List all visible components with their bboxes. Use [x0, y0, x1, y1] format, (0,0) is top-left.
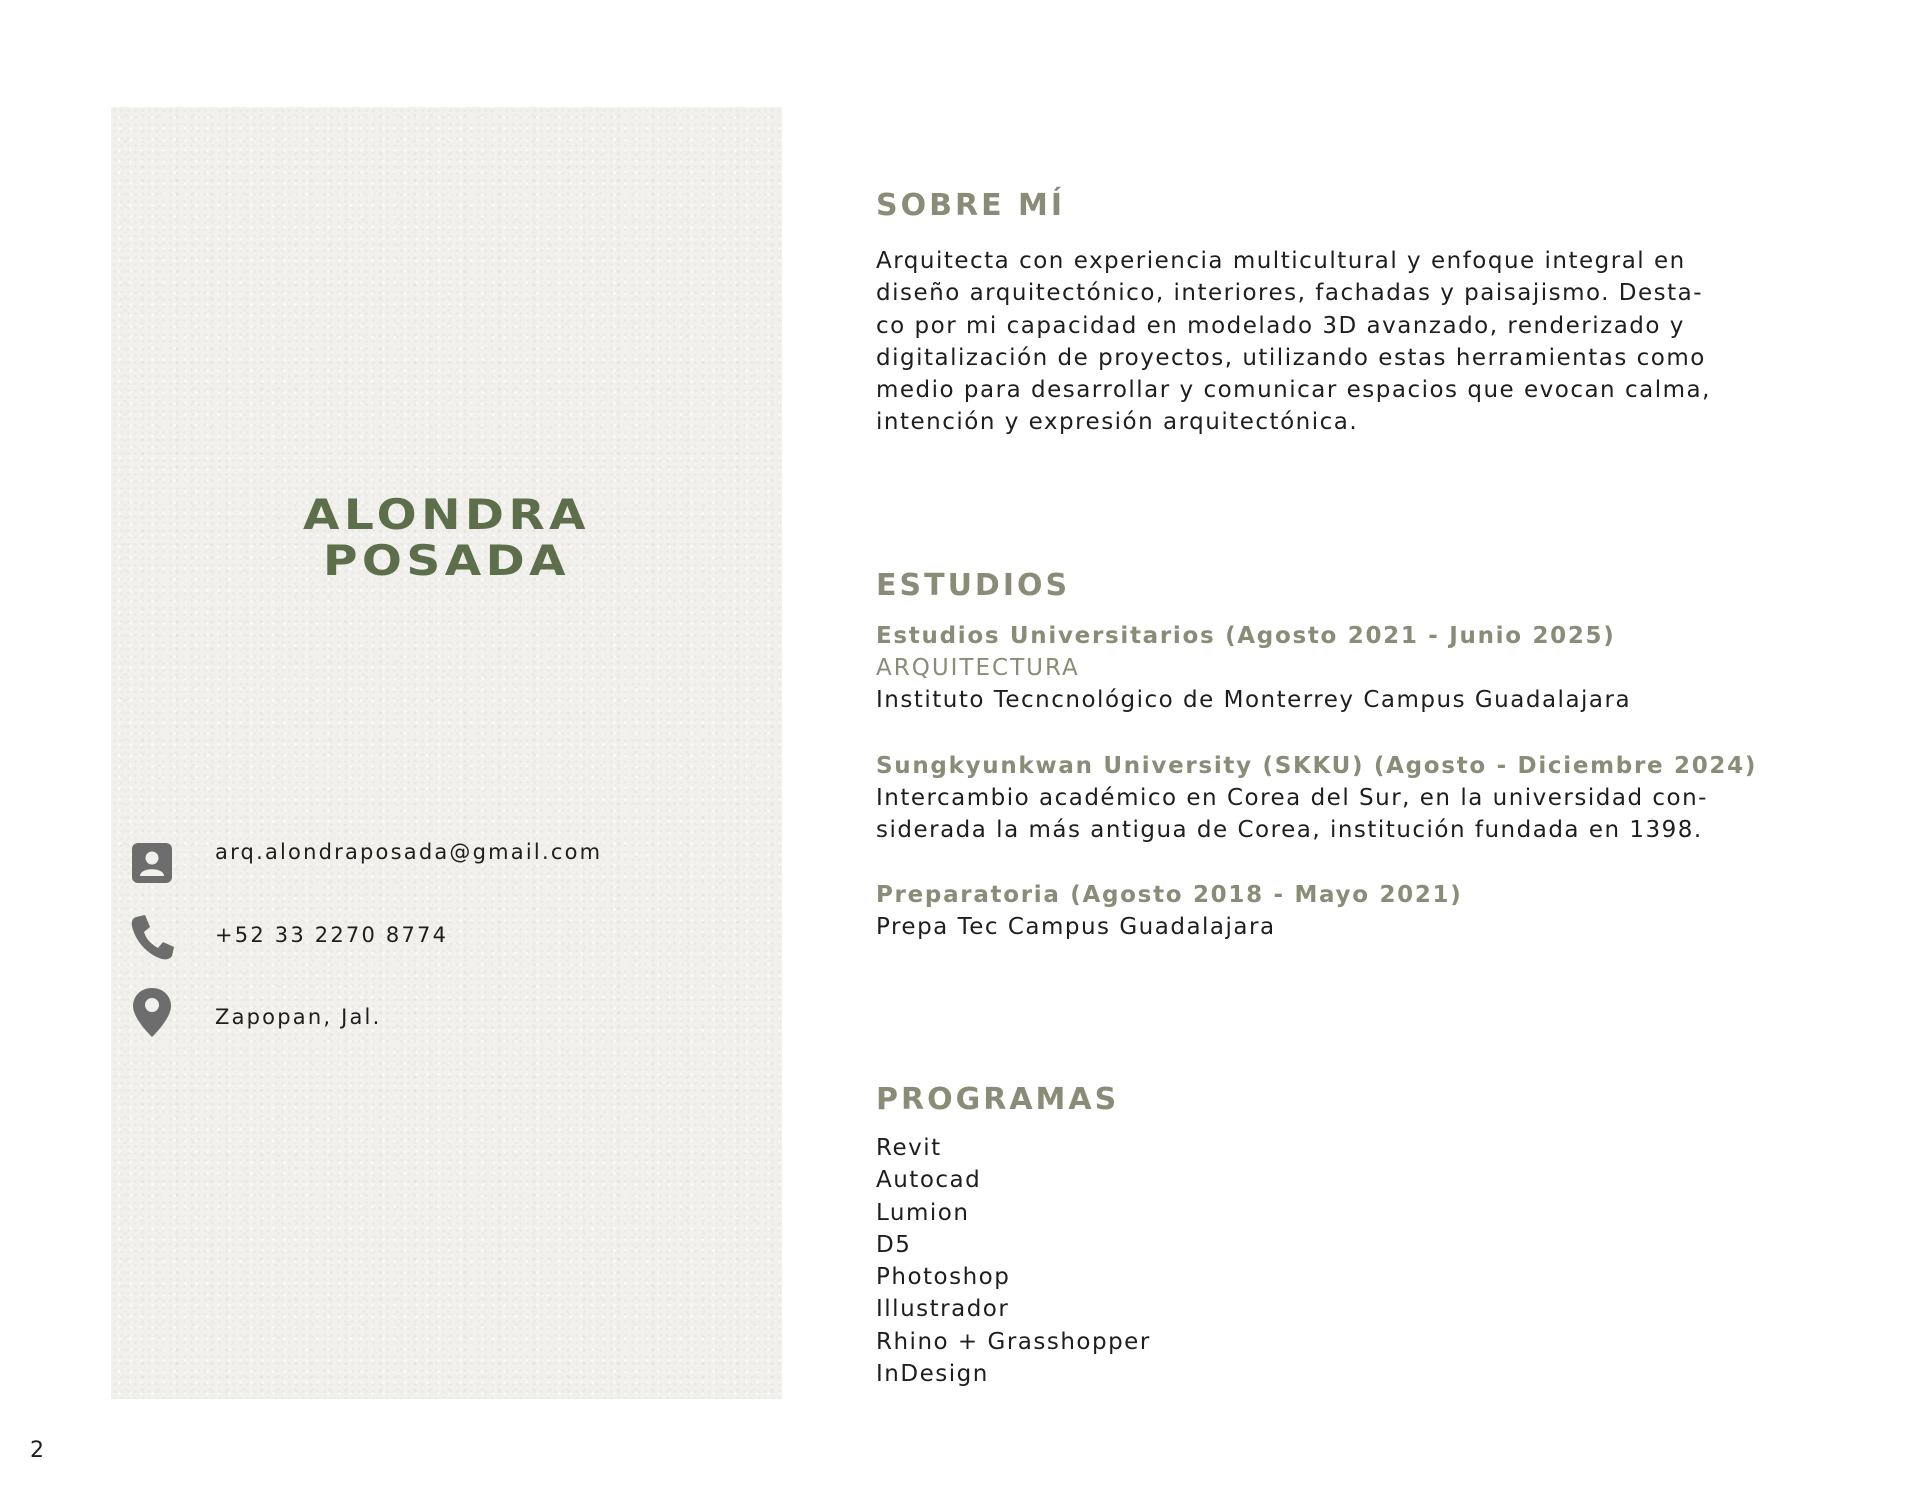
contact-phone-row [130, 912, 750, 962]
about-heading: SOBRE MÍ [876, 188, 1066, 223]
study-description [876, 911, 1276, 943]
program-item: Photoshop [876, 1264, 1011, 1291]
about-line: Arquitecta con experiencia multicultural y enfoque integral en [876, 248, 1686, 274]
about-line: co por mi capacidad en modelado 3D avanzado, renderizado y [876, 312, 1685, 339]
contact-card-icon [130, 837, 174, 887]
study-title: Estudios Universitarios (Agosto 2021 - Junio 2025) [876, 623, 1616, 649]
phone-icon [130, 912, 174, 962]
profile-panel [111, 107, 782, 1399]
about-paragraph [876, 245, 1711, 439]
study-line: Intercambio académico en Corea del Sur, en la universidad con- [876, 785, 1708, 811]
about-line: intención y expresión arquitectónica. [876, 409, 1359, 436]
study-line: Prepa Tec Campus Guadalajara [876, 914, 1276, 940]
about-line: diseño arquitectónico, interiores, fachadas y paisajismo. Desta- [876, 280, 1704, 307]
contact-location-row [130, 987, 750, 1037]
email-link[interactable]: arq.alondraposada@gmail.com [215, 840, 603, 864]
name-last: POSADA [322, 536, 571, 585]
program-item: Revit [876, 1135, 942, 1161]
program-item: Lumion [876, 1199, 970, 1226]
programs-heading: PROGRAMAS [876, 1082, 1120, 1117]
study-description [876, 684, 1631, 716]
program-item: Autocad [876, 1167, 982, 1194]
about-line: medio para desarrollar y comunicar espacios que evocan calma, [876, 377, 1711, 404]
study-line: Instituto Tecncnológico de Monterrey Campus Guadalajara [876, 687, 1632, 713]
program-item: Rhino + Grasshopper [876, 1328, 1151, 1355]
location-text: Zapopan, Jal. [215, 1005, 382, 1029]
about-line: digitalización de proyectos, utilizando estas herramientas como [876, 344, 1706, 371]
contact-email-row [130, 837, 750, 887]
person-name [71, 492, 823, 584]
study-caption: ARQUITECTURA [876, 655, 1080, 681]
study-title: Preparatoria (Agosto 2018 - Mayo 2021) [876, 882, 1463, 908]
program-item: InDesign [876, 1361, 989, 1388]
program-item: D5 [876, 1231, 912, 1258]
study-description [876, 782, 1708, 847]
study-title: Sungkyunkwan University (SKKU) (Agosto - Diciembre 2024) [876, 753, 1758, 779]
study-line: siderada la más antigua de Corea, institución fundada en 1398. [876, 817, 1703, 844]
page-number: 2 [30, 1438, 44, 1463]
location-pin-icon [130, 987, 174, 1037]
programs-list [876, 1132, 1151, 1390]
name-first: ALONDRA [302, 490, 591, 539]
program-item: Illustrador [876, 1296, 1010, 1323]
phone-number: +52 33 2270 8774 [215, 923, 449, 947]
studies-heading: ESTUDIOS [876, 568, 1071, 603]
